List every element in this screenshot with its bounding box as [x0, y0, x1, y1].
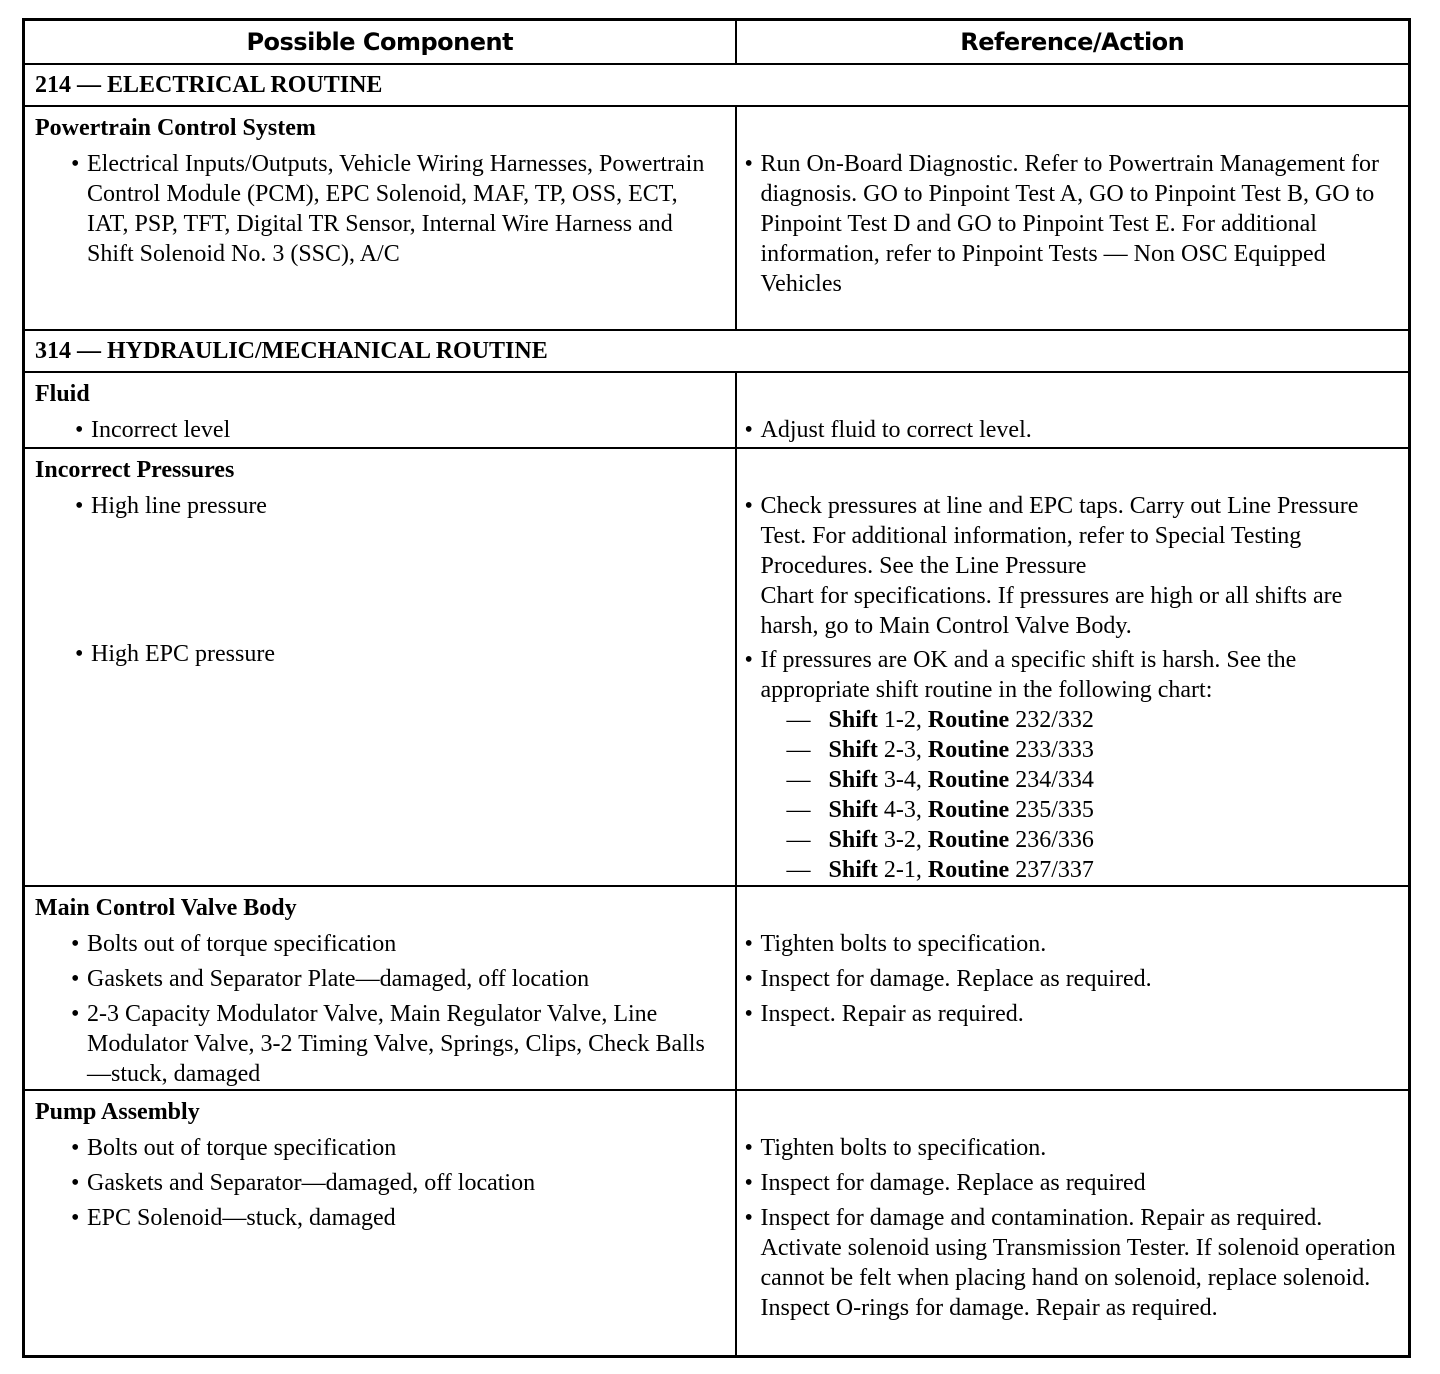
bullet-icon: •: [744, 151, 753, 177]
action-text: Tighten bolts to specification.: [760, 931, 1047, 957]
bullet-icon: •: [744, 493, 753, 519]
table-row-valve-body: [24, 886, 1410, 1090]
list-item: [25, 1203, 735, 1233]
shift-label: Shift: [828, 827, 878, 853]
routine-label: Routine: [927, 707, 1010, 733]
shift-routine-list: [761, 705, 1399, 885]
component-text: Incorrect level: [91, 417, 231, 443]
shift-label: Shift: [828, 707, 878, 733]
list-item: [25, 149, 735, 269]
list-item: [25, 639, 735, 669]
shift-routine-item: — Shift 3-4, Routine 234/334: [786, 767, 1094, 793]
group-title-valve-body: Main Control Valve Body: [35, 895, 297, 921]
action-text: Inspect for damage. Replace as required: [760, 1170, 1146, 1196]
shift-value: 2-1: [883, 857, 916, 883]
list-item: [25, 1133, 735, 1163]
component-text: 2-3 Capacity Modulator Valve, Main Regulator Valve, Line Modulator Valve, 3-2 Timing Valve, Springs, Clips, Check Balls—stuck, damaged: [87, 1001, 705, 1087]
bullet-icon: •: [744, 1135, 753, 1161]
component-text: EPC Solenoid—stuck, damaged: [87, 1205, 396, 1231]
component-text: Electrical Inputs/Outputs, Vehicle Wiring Harnesses, Powertrain Control Module (PCM), EPC Solenoid, MAF, TP, OSS, ECT, IAT, PSP, TFT, Digital TR Sensor, Internal Wire Harness and Shift Solenoid No. 3 (SSC), A/C: [87, 151, 705, 267]
diagnosis-table: [22, 18, 1411, 1358]
table-row-pump: [24, 1090, 1410, 1357]
action-cell-valve-body: [736, 886, 1410, 1090]
bullet-icon: •: [744, 1205, 753, 1231]
bullet-icon: •: [744, 647, 753, 673]
routine-value: 235/335: [1015, 797, 1094, 823]
routine-value: 236/336: [1015, 827, 1094, 853]
bullet-icon: •: [75, 493, 84, 519]
list-item: [737, 1133, 1409, 1163]
action-text: Chart for specifications. If pressures are high or all shifts are harsh, go to Main Control Valve Body.: [760, 583, 1343, 639]
group-title-pressures: Incorrect Pressures: [35, 457, 235, 483]
dash-icon: —: [786, 857, 811, 883]
action-text: Adjust fluid to correct level.: [760, 417, 1032, 443]
dash-icon: —: [786, 827, 811, 853]
dash-icon: —: [786, 797, 811, 823]
action-text: Check pressures at line and EPC taps. Carry out Line Pressure Test. For additional information, refer to Special Testing Procedures. See the Line Pressure: [760, 493, 1359, 579]
bullet-icon: •: [75, 641, 84, 667]
component-cell-pressures: [24, 448, 736, 886]
list-item: [737, 929, 1409, 959]
dash-icon: —: [786, 767, 811, 793]
bullet-icon: •: [71, 966, 80, 992]
section-row-hydraulic: [24, 330, 1410, 372]
shift-routine-item: — Shift 2-1, Routine 237/337: [786, 857, 1094, 883]
list-item: [737, 964, 1409, 994]
action-text: Tighten bolts to specification.: [760, 1135, 1047, 1161]
shift-value: 3-4: [883, 767, 916, 793]
list-item: [25, 999, 735, 1089]
list-item: [737, 415, 1409, 445]
list-item: [25, 415, 735, 445]
shift-routine-item: — Shift 3-2, Routine 236/336: [786, 827, 1094, 853]
bullet-icon: •: [744, 1170, 753, 1196]
routine-value: 232/332: [1015, 707, 1094, 733]
shift-value: 3-2: [883, 827, 916, 853]
action-cell-pump: [736, 1090, 1410, 1357]
bullet-icon: •: [71, 1001, 80, 1027]
routine-label: Routine: [927, 857, 1010, 883]
list-item: [737, 999, 1409, 1029]
bullet-icon: •: [744, 966, 753, 992]
routine-label: Routine: [927, 737, 1010, 763]
action-text: Run On-Board Diagnostic. Refer to Powertrain Management for: [760, 151, 1380, 177]
routine-value: 237/337: [1015, 857, 1094, 883]
routine-label: Routine: [927, 797, 1010, 823]
routine-label: Routine: [927, 767, 1010, 793]
header-reference-action: Reference/Action: [736, 20, 1410, 65]
list-item: [737, 1168, 1409, 1198]
shift-label: Shift: [828, 857, 878, 883]
list-item: [737, 645, 1409, 885]
section-row-electrical: [24, 64, 1410, 106]
routine-label: Routine: [927, 827, 1010, 853]
diagnosis-table-document: [22, 18, 1408, 1358]
bullet-icon: •: [71, 1170, 80, 1196]
shift-routine-item: — Shift 1-2, Routine 232/332: [786, 707, 1094, 733]
header-possible-component: Possible Component: [24, 20, 736, 65]
shift-value: 4-3: [883, 797, 916, 823]
action-text: diagnosis. GO to Pinpoint Test A, GO to Pinpoint Test B, GO to Pinpoint Test D and GO to Pinpoint Test E. For additional information, refer to Pinpoint Tests — Non OSC Equipped Vehicles: [760, 181, 1375, 297]
component-cell-pump: [24, 1090, 736, 1357]
component-text: Bolts out of torque specification: [87, 1135, 397, 1161]
component-cell-fluid: [24, 372, 736, 448]
list-item: [25, 929, 735, 959]
list-item: [25, 1168, 735, 1198]
header-row: [24, 20, 1410, 65]
shift-label: Shift: [828, 797, 878, 823]
section-title-electrical: 214 — ELECTRICAL ROUTINE: [24, 64, 1410, 106]
list-item: [25, 964, 735, 994]
bullet-icon: •: [71, 151, 80, 177]
action-text: Inspect for damage. Replace as required.: [760, 966, 1152, 992]
list-item: [737, 491, 1409, 641]
dash-icon: —: [786, 737, 811, 763]
bullet-icon: •: [744, 1001, 753, 1027]
section-title-hydraulic: 314 — HYDRAULIC/MECHANICAL ROUTINE: [24, 330, 1410, 372]
table-row-powertrain: [24, 106, 1410, 330]
action-cell-powertrain: [736, 106, 1410, 330]
list-item: [737, 149, 1409, 299]
group-title-fluid: Fluid: [35, 381, 90, 407]
list-item: [737, 1203, 1409, 1323]
shift-routine-item: — Shift 2-3, Routine 233/333: [786, 737, 1094, 763]
component-text: High EPC pressure: [91, 641, 275, 667]
dash-icon: —: [786, 707, 811, 733]
component-text: High line pressure: [91, 493, 267, 519]
group-title-powertrain: Powertrain Control System: [35, 115, 316, 141]
shift-label: Shift: [828, 737, 878, 763]
shift-label: Shift: [828, 767, 878, 793]
component-text: Gaskets and Separator—damaged, off location: [87, 1170, 536, 1196]
shift-value: 1-2: [883, 707, 916, 733]
action-text: Inspect. Repair as required.: [760, 1001, 1024, 1027]
shift-value: 2-3: [883, 737, 916, 763]
routine-value: 233/333: [1015, 737, 1094, 763]
table-row-pressures: [24, 448, 1410, 886]
action-cell-pressures: [736, 448, 1410, 886]
action-cell-fluid: [736, 372, 1410, 448]
component-cell-valve-body: [24, 886, 736, 1090]
shift-routine-item: — Shift 4-3, Routine 235/335: [786, 797, 1094, 823]
bullet-icon: •: [75, 417, 84, 443]
bullet-icon: •: [71, 1205, 80, 1231]
component-text: Gaskets and Separator Plate—damaged, off location: [87, 966, 590, 992]
group-title-pump: Pump Assembly: [35, 1099, 200, 1125]
component-text: Bolts out of torque specification: [87, 931, 397, 957]
bullet-icon: •: [744, 417, 753, 443]
routine-value: 234/334: [1015, 767, 1094, 793]
component-cell-powertrain: [24, 106, 736, 330]
action-text: Inspect for damage and contamination. Repair as required. Activate solenoid using Transmission Tester. If solenoid operation cannot be felt when placing hand on solenoid, replace solenoid. Inspect O-rings for damage. Repair as required.: [760, 1205, 1396, 1321]
bullet-icon: •: [71, 931, 80, 957]
bullet-icon: •: [71, 1135, 80, 1161]
action-text: If pressures are OK and a specific shift is harsh. See the appropriate shift routine in the following chart:: [760, 647, 1297, 703]
list-item: [25, 491, 735, 521]
bullet-icon: •: [744, 931, 753, 957]
table-row-fluid: [24, 372, 1410, 448]
